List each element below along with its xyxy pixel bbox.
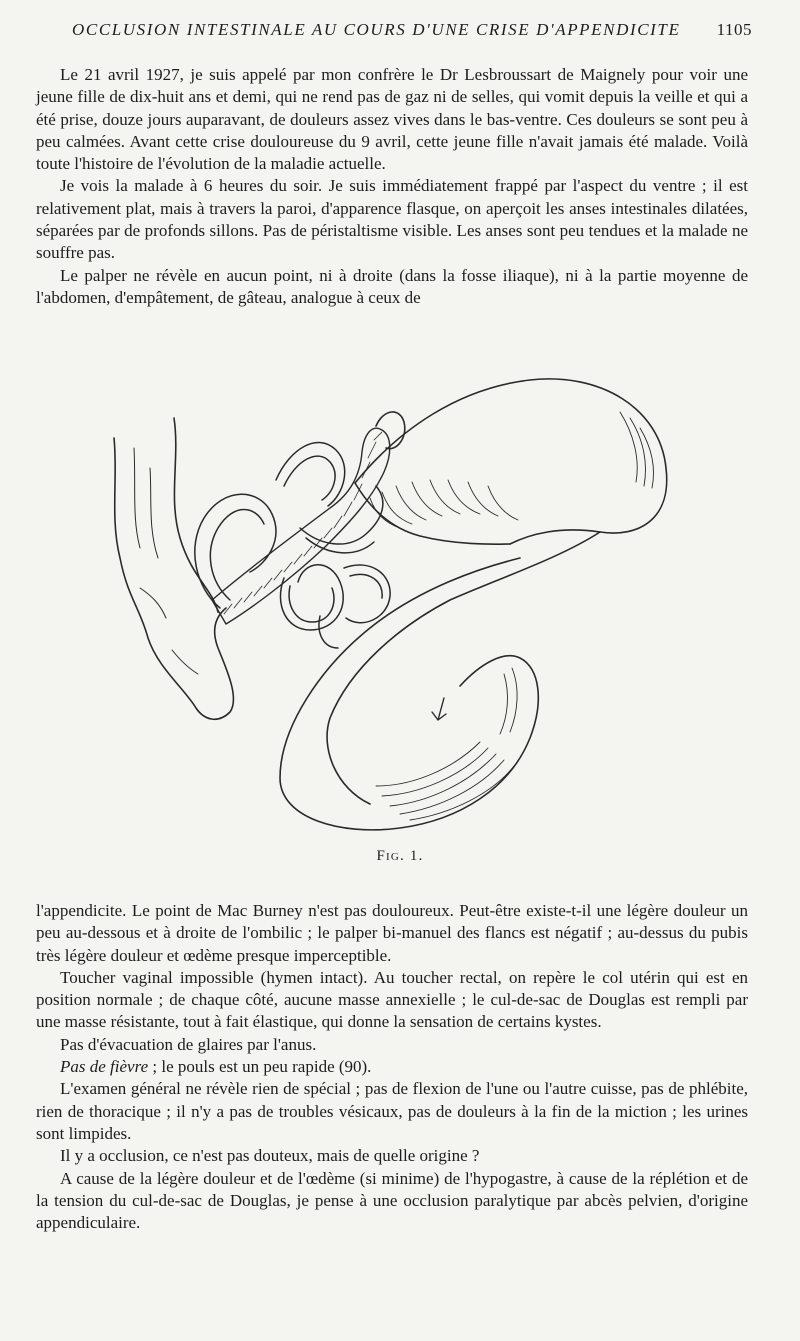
colon-lower-loop bbox=[280, 558, 538, 830]
arrow-mark bbox=[432, 698, 446, 720]
paragraph-occlusion: Il y a occlusion, ce n'est pas douteux, mais de quelle origine ? bbox=[60, 1146, 480, 1166]
paragraph-general-exam: L'examen général ne révèle rien de spécial ; pas de flexion de l'une ou l'autre cuisse, pas de phlébite, rien de thoracique ; il n'y a pas de troubles vésicaux, pas de douleurs à la fin de la miction ; les urines sont limpides. bbox=[36, 1079, 748, 1143]
appendix-band bbox=[212, 428, 390, 624]
colon-shading bbox=[370, 412, 654, 528]
running-head bbox=[60, 18, 752, 46]
paragraph-glaires: Pas d'évacuation de glaires par l'anus. bbox=[60, 1034, 317, 1054]
paragraph-palpation: Le palper ne révèle en aucun point, ni à droite (dans la fosse iliaque), ni à la partie moyenne de l'abdomen, d'empâtement, de gâteau, analogue à ceux de bbox=[36, 265, 748, 307]
appendix-hatching bbox=[224, 432, 382, 614]
small-intestine-coils bbox=[195, 442, 390, 648]
paragraph-case-history: Le 21 avril 1927, je suis appelé par mon confrère le Dr Lesbroussart de Maignely pour voir une jeune fille de dix-huit ans et demi, qui ne rend pas de gaz ni de selles, qui vomit depuis la veille et qui a été prise, douze jours auparavant, de douleurs assez vives dans le bas-ventre. Ces douleurs se sont peu à peu calmées. Avant cette crise douloureuse du 9 avril, cette jeune fille n'avait jamais été malade. Voilà toute l'histoire de l'évolution de la maladie actuelle. bbox=[36, 65, 748, 174]
fever-italic: Pas de fièvre bbox=[60, 1057, 149, 1077]
paragraph-examination: Je vois la malade à 6 heures du soir. Je suis immédiatement frappé par l'aspect du ventre ; il est relativement plat, mais à travers la paroi, d'apparence flasque, on aperçoit les anses intestinales dilatées, séparées par de profonds sillons. Pas de péristaltisme visible. Les anses sont peu tendues et la malade ne souffre pas. bbox=[36, 176, 748, 263]
page-number: 1105 bbox=[716, 20, 752, 39]
text-block-top bbox=[36, 64, 748, 309]
appendix-tip bbox=[376, 412, 405, 449]
fever-rest: ; le pouls est un peu rapide (90). bbox=[148, 1057, 372, 1077]
running-head-title: OCCLUSION INTESTINALE AU COURS D'UNE CRISE D'APPENDICITE bbox=[72, 20, 681, 39]
lower-loop-shading bbox=[376, 668, 517, 820]
figure-caption: Fig. 1. bbox=[376, 848, 424, 864]
figure-intestinal-loops bbox=[100, 368, 680, 838]
paragraph-rectal-exam: Toucher vaginal impossible (hymen intact). Au toucher rectal, on repère le col utérin qui est en position normale ; de chaque côté, aucune masse annexielle ; le cul-de-sac de Douglas est rempli par une masse résistante, tout à fait élastique, qui donne la sensation de certains kystes. bbox=[36, 967, 748, 1032]
mesentery-inner-line bbox=[174, 418, 218, 612]
paragraph-continuation: l'appendicite. Le point de Mac Burney n'est pas douloureux. Peut-être existe-t-il une légère douleur un peu au-dessous et à droite de l'ombilic ; le palper bi-manuel des flancs est négatif ; au-dessus du pubis très légère douleur et œdème presque imperceptible. bbox=[36, 901, 748, 965]
intestine-illustration bbox=[100, 368, 680, 838]
text-block-bottom bbox=[36, 900, 748, 1234]
paragraph-diagnosis: A cause de la légère douleur et de l'œdème (si minime) de l'hypogastre, à cause de la réplétion et de la tension du cul-de-sac de Douglas, je pense à une occlusion paralytique par abcès pelvien, d'origine appendiculaire. bbox=[36, 1168, 748, 1233]
paragraph-fever bbox=[36, 1056, 748, 1078]
